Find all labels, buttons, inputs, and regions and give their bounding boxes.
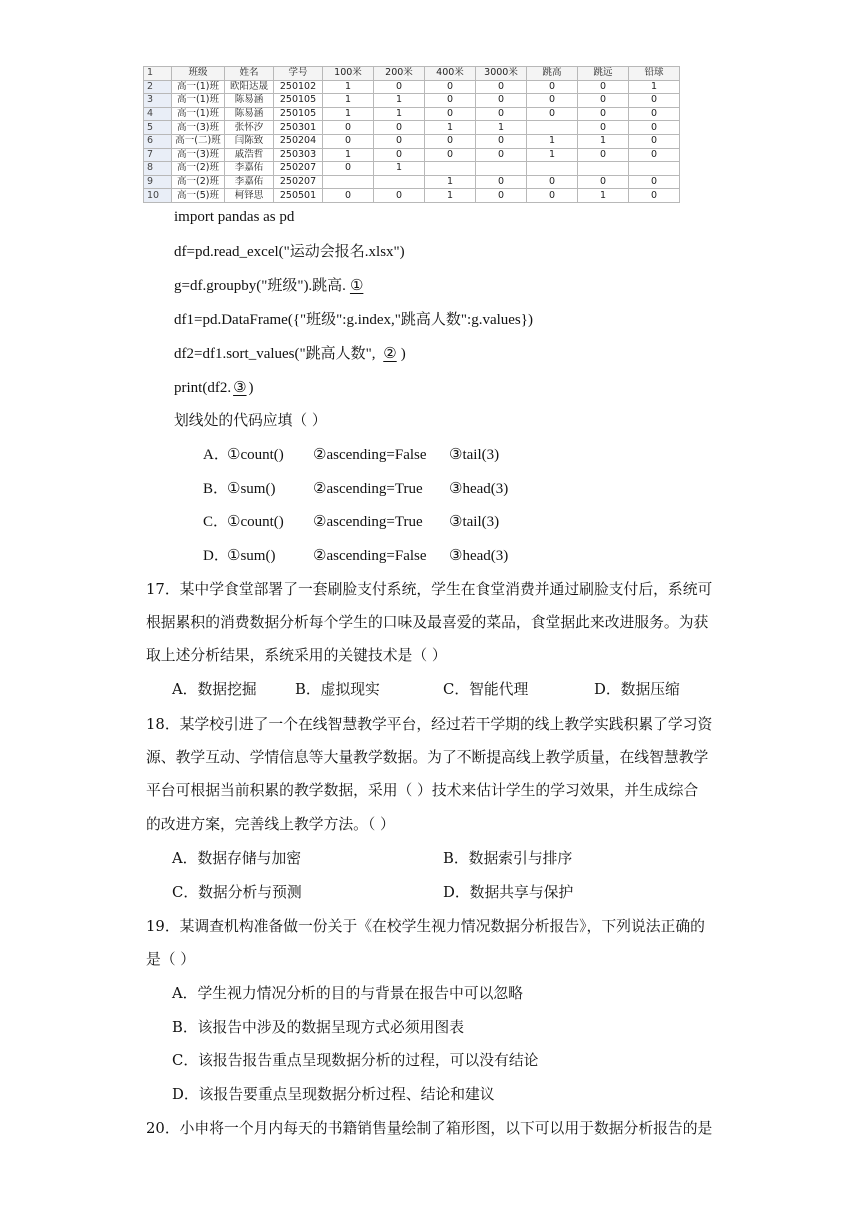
- table-cell: 1: [578, 189, 629, 203]
- option-part: ①sum(): [227, 548, 276, 564]
- table-cell: [527, 121, 578, 135]
- code-text: print(df2.: [174, 380, 232, 396]
- table-row: [144, 107, 680, 121]
- blank-1: ①: [349, 278, 364, 294]
- q19-option-a: A．学生视力情况分析的目的与背景在报告中可以忽略: [172, 985, 524, 1002]
- row-number: 7: [144, 148, 172, 162]
- option-label: C．: [203, 514, 229, 530]
- table-cell: 0: [527, 175, 578, 189]
- table-cell: 0: [374, 80, 425, 94]
- table-cell: 0: [476, 107, 527, 121]
- table-cell: 0: [476, 148, 527, 162]
- table-cell: 250105: [274, 107, 323, 121]
- table-header-row: [144, 67, 680, 81]
- table-cell: 1: [476, 121, 527, 135]
- table-cell: 0: [374, 121, 425, 135]
- code-line-5: [174, 344, 406, 364]
- table-cell: [476, 162, 527, 176]
- table-cell: 0: [323, 121, 374, 135]
- header-cell: 400米: [425, 67, 476, 81]
- table-row: [144, 189, 680, 203]
- table-cell: 高一(5)班: [172, 189, 225, 203]
- code-line-4: df1=pd.DataFrame({"班级":g.index,"跳高人数":g.values}): [174, 312, 533, 328]
- table-cell: 高一(1)班: [172, 94, 225, 108]
- table-cell: 张怀汐: [225, 121, 274, 135]
- table-cell: 戚浩哲: [225, 148, 274, 162]
- option-part: ②ascending=False: [313, 447, 427, 463]
- q17-option-c: C．智能代理: [443, 681, 529, 698]
- table-cell: 250207: [274, 175, 323, 189]
- option-part: ③tail(3): [449, 514, 500, 530]
- q17-option-a: A．数据挖掘: [172, 681, 257, 698]
- table-cell: 0: [527, 80, 578, 94]
- table-cell: 1: [425, 189, 476, 203]
- question-18-line-4: 的改进方案，完善线上教学方法。（ ）: [146, 816, 395, 833]
- question-19-line-1: 19．某调查机构准备做一份关于《在校学生视力情况数据分析报告》，下列说法正确的: [146, 918, 705, 935]
- question-18-line-1: 18．某学校引进了一个在线智慧教学平台，经过若干学期的线上教学实践积累了学习资: [146, 716, 713, 733]
- table-cell: 0: [476, 80, 527, 94]
- option-part: ①count(): [227, 514, 284, 530]
- option-part: ③head(3): [449, 481, 509, 497]
- table-cell: 0: [629, 148, 680, 162]
- table-cell: [323, 175, 374, 189]
- blank-3: ③: [233, 380, 247, 396]
- table-cell: 0: [578, 107, 629, 121]
- table-cell: 0: [527, 94, 578, 108]
- table-cell: 1: [425, 121, 476, 135]
- option-part: ②ascending=True: [313, 514, 423, 530]
- table-cell: 1: [374, 94, 425, 108]
- option-label: D．: [203, 548, 229, 564]
- row-number: 5: [144, 121, 172, 135]
- table-cell: 闫陈致: [225, 134, 274, 148]
- question-19-line-2: 是（ ）: [146, 951, 196, 968]
- table-cell: 陈易涵: [225, 94, 274, 108]
- table-cell: 1: [425, 175, 476, 189]
- table-cell: 高一(3)班: [172, 148, 225, 162]
- table-cell: 0: [323, 162, 374, 176]
- table-cell: 0: [629, 107, 680, 121]
- table-cell: 250105: [274, 94, 323, 108]
- table-cell: 0: [629, 121, 680, 135]
- table-cell: 1: [578, 134, 629, 148]
- question-17-line-3: 取上述分析结果，系统采用的关键技术是（ ）: [146, 647, 447, 664]
- question-17-line-1: 17．某中学食堂部署了一套刷脸支付系统，学生在食堂消费并通过刷脸支付后，系统可: [146, 581, 713, 598]
- table-cell: 1: [323, 80, 374, 94]
- table-cell: 0: [323, 134, 374, 148]
- option-d: [203, 546, 508, 566]
- table-cell: 250207: [274, 162, 323, 176]
- table-row: [144, 94, 680, 108]
- table-cell: 高一(1)班: [172, 80, 225, 94]
- row-number: 6: [144, 134, 172, 148]
- table-cell: 1: [374, 162, 425, 176]
- table-cell: 0: [323, 189, 374, 203]
- header-cell: 200米: [374, 67, 425, 81]
- table-cell: 0: [425, 134, 476, 148]
- table-cell: 陈易涵: [225, 107, 274, 121]
- table-cell: 高一(3)班: [172, 121, 225, 135]
- option-part: ①sum(): [227, 481, 276, 497]
- header-cell: 跳高: [527, 67, 578, 81]
- code-text: ): [248, 380, 254, 396]
- option-label: A．: [203, 447, 229, 463]
- table-cell: 0: [425, 148, 476, 162]
- option-part: ②ascending=False: [313, 548, 427, 564]
- table-row: [144, 80, 680, 94]
- table-row: [144, 121, 680, 135]
- table-cell: 0: [425, 94, 476, 108]
- question-18-line-2: 源、教学互动、学情信息等大量教学数据。为了不断提高线上教学质量，在线智慧教学: [146, 749, 709, 766]
- table-cell: 0: [374, 189, 425, 203]
- table-cell: 高一(二)班: [172, 134, 225, 148]
- table-cell: 高一(2)班: [172, 175, 225, 189]
- option-c: [203, 512, 499, 532]
- question-20-line-1: 20．小申将一个月内每天的书籍销售量绘制了箱形图，以下可以用于数据分析报告的是: [146, 1120, 713, 1137]
- table-cell: 0: [629, 175, 680, 189]
- header-cell: 姓名: [225, 67, 274, 81]
- table-cell: 0: [476, 189, 527, 203]
- q18-option-b: B．数据索引与排序: [443, 850, 573, 867]
- table-cell: 250501: [274, 189, 323, 203]
- table-cell: [527, 162, 578, 176]
- q19-option-b: B．该报告中涉及的数据呈现方式必须用图表: [172, 1019, 465, 1036]
- table-cell: 1: [527, 134, 578, 148]
- question-18-line-3: 平台可根据当前积累的教学数据，采用（ ）技术来估计学生的学习效果，并生成综合: [146, 782, 699, 799]
- table-cell: 0: [425, 80, 476, 94]
- table-cell: 0: [527, 189, 578, 203]
- table-row: [144, 148, 680, 162]
- header-cell: 铅球: [629, 67, 680, 81]
- code-text: df2=df1.sort_values("跳高人数",: [174, 346, 376, 362]
- table-cell: 0: [527, 107, 578, 121]
- q18-option-d: D．数据共享与保护: [443, 884, 574, 901]
- header-cell: 3000米: [476, 67, 527, 81]
- option-part: ③tail(3): [449, 447, 500, 463]
- row-number: 10: [144, 189, 172, 203]
- option-b: [203, 479, 508, 499]
- table-cell: 0: [629, 189, 680, 203]
- table-cell: 0: [476, 94, 527, 108]
- table-cell: 250204: [274, 134, 323, 148]
- table-cell: 1: [374, 107, 425, 121]
- table-row: [144, 175, 680, 189]
- row-number: 2: [144, 80, 172, 94]
- q18-option-c: C．数据分析与预测: [172, 884, 302, 901]
- row-number: 8: [144, 162, 172, 176]
- q19-option-d: D．该报告要重点呈现数据分析过程、结论和建议: [172, 1086, 495, 1103]
- table-cell: [374, 175, 425, 189]
- table-cell: 1: [323, 94, 374, 108]
- code-line-1: import pandas as pd: [174, 209, 295, 225]
- code-line-6: [174, 378, 254, 398]
- question-17-line-2: 根据累积的消费数据分析每个学生的口味及最喜爱的菜品，食堂据此来改进服务。为获: [146, 614, 709, 631]
- header-cell: 班级: [172, 67, 225, 81]
- table-cell: 0: [578, 94, 629, 108]
- table-cell: 1: [527, 148, 578, 162]
- table-cell: 1: [629, 80, 680, 94]
- table-cell: [629, 162, 680, 176]
- q17-option-b: B．虚拟现实: [295, 681, 380, 698]
- table-cell: 0: [629, 94, 680, 108]
- table-cell: [425, 162, 476, 176]
- header-cell: 学号: [274, 67, 323, 81]
- option-part: ②ascending=True: [313, 481, 423, 497]
- table-body: [144, 80, 680, 202]
- table-row: [144, 134, 680, 148]
- code-line-2: df=pd.read_excel("运动会报名.xlsx"): [174, 244, 405, 260]
- table-cell: 高一(2)班: [172, 162, 225, 176]
- code-text: g=df.groupby("班级").跳高.: [174, 278, 346, 294]
- table-cell: 0: [578, 121, 629, 135]
- blank-2: ②: [383, 346, 397, 362]
- header-cell: 100米: [323, 67, 374, 81]
- table-cell: 0: [578, 148, 629, 162]
- code-text: ): [400, 346, 406, 362]
- table-cell: 0: [374, 134, 425, 148]
- table-cell: 0: [374, 148, 425, 162]
- table-cell: 0: [425, 107, 476, 121]
- table-cell: 李嘉佑: [225, 162, 274, 176]
- question-16-prompt: 划线处的代码应填（ ）: [174, 412, 327, 429]
- table-cell: 1: [323, 107, 374, 121]
- row-number: 4: [144, 107, 172, 121]
- table-cell: 0: [629, 134, 680, 148]
- table-cell: 250102: [274, 80, 323, 94]
- row-number: 1: [144, 67, 172, 81]
- table-cell: 李嘉佑: [225, 175, 274, 189]
- table-cell: [578, 162, 629, 176]
- row-number: 3: [144, 94, 172, 108]
- table-row: [144, 162, 680, 176]
- option-part: ①count(): [227, 447, 284, 463]
- option-part: ③head(3): [449, 548, 509, 564]
- table-cell: 0: [578, 175, 629, 189]
- q18-option-a: A．数据存储与加密: [172, 850, 302, 867]
- table-cell: 柯铎思: [225, 189, 274, 203]
- table-cell: 欧阳达晟: [225, 80, 274, 94]
- table-cell: 1: [323, 148, 374, 162]
- header-cell: 跳远: [578, 67, 629, 81]
- table-cell: 250303: [274, 148, 323, 162]
- option-label: B．: [203, 481, 229, 497]
- spreadsheet-table: [143, 66, 680, 203]
- table-cell: 高一(1)班: [172, 107, 225, 121]
- table-cell: 250301: [274, 121, 323, 135]
- option-a: [203, 445, 499, 465]
- code-line-3: [174, 276, 367, 296]
- table-cell: 0: [476, 175, 527, 189]
- row-number: 9: [144, 175, 172, 189]
- table-cell: 0: [476, 134, 527, 148]
- q19-option-c: C．该报告报告重点呈现数据分析的过程，可以没有结论: [172, 1052, 539, 1069]
- table-cell: 0: [578, 80, 629, 94]
- q17-option-d: D．数据压缩: [594, 681, 680, 698]
